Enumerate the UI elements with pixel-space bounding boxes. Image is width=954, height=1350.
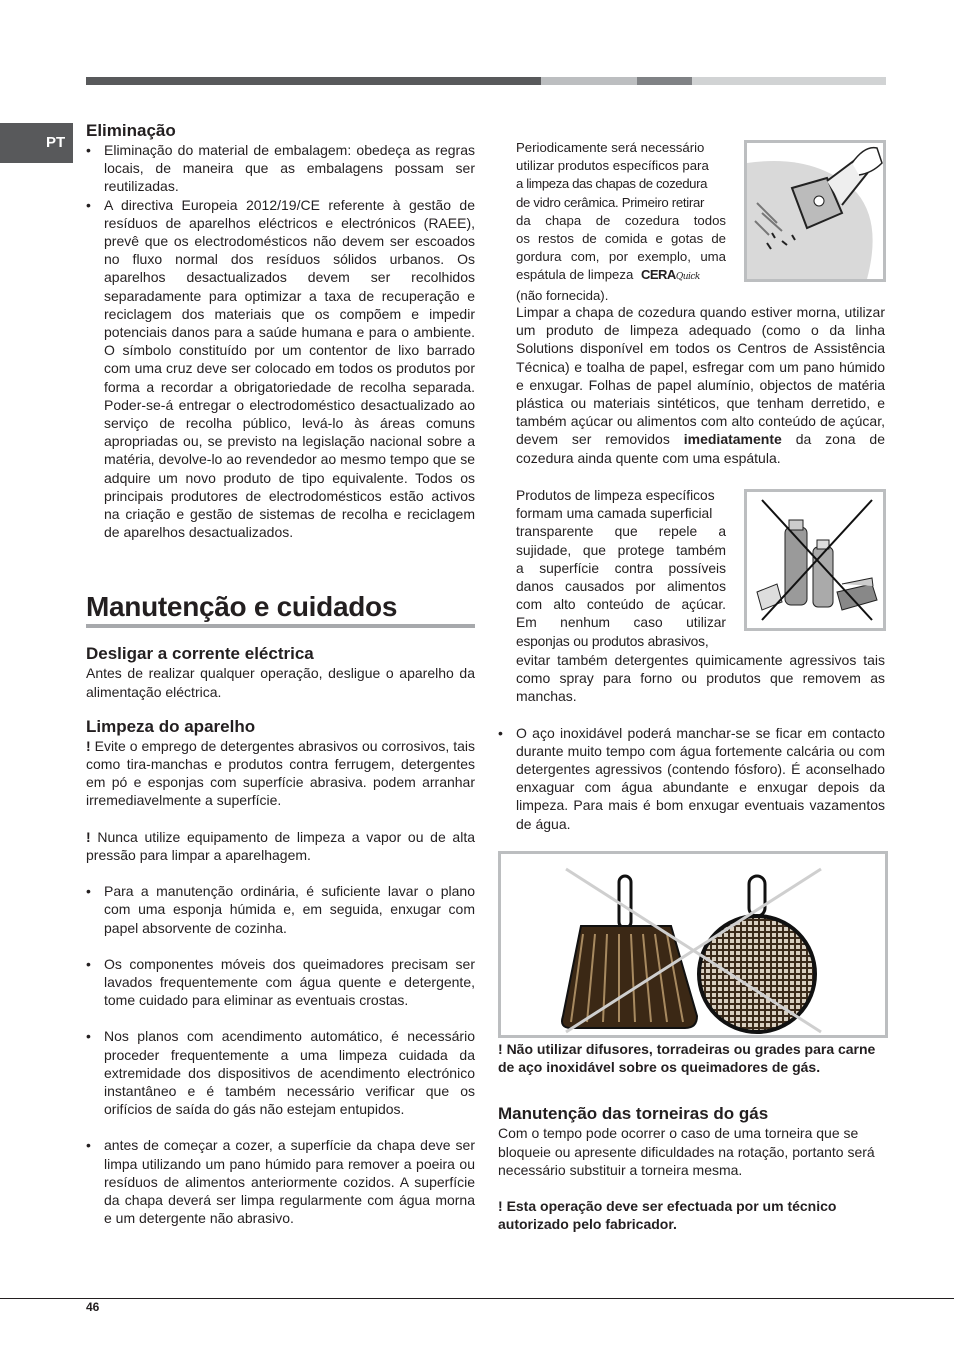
crossed-products-icon: [747, 492, 883, 628]
text-line: Periodicamente será necessário: [516, 140, 705, 155]
scraper-icon: [747, 143, 883, 279]
bullet: •: [86, 1028, 91, 1045]
right-para3: [516, 487, 726, 651]
section-title-desligar: Desligar a corrente eléctrica: [86, 644, 314, 664]
list-item: [86, 1136, 475, 1227]
warning-icon: !: [86, 737, 91, 754]
bold-word: imediatamente: [683, 431, 782, 448]
list-item-text: A directiva Europeia 2012/19/CE referente à gestão de resíduos de aparelhos eléctricos e electrónicos (RAEE), prevê que os electrodomésticos não devem ser escoados no fluxo normal dos resíduos sólidos urbanos. Os aparelhos desactualizados devem ser recolhidos separadamente para optimizar a taxa de recuperação e reciclagem dos materiais que os compõem e impedir potenciais danos para a saúde humana e para o ambiente. O símbolo constituído por um contentor de lixo barrado com uma cruz deve ser colocado em todos os produtos por forma a recordar a obrigatoriedade de recolha separada. Poder-se-á entregar o electrodoméstico desactualizado ao serviço de recolha público, levá-lo às áreas comuns apropriadas ou, se previsto na legislação nacional sobre a matéria, devolve-lo ao revendedor ao mesmo tempo que se adquire um novo produto de tipo equivalente. Todos os principais produtores de electrodomésticos estão activos na criação e gestão de sistemas de recolha e reciclagem de aparelhos desactualizados.: [104, 196, 475, 541]
crossed-grill-icon: [501, 854, 885, 1035]
list-item: [86, 141, 475, 196]
warning-paragraph: [498, 1040, 885, 1076]
list-item-text: Nos planos com acendimento automático, é necessário proceder frequentemente a uma limpeza cuidada da extremidade dos dispositivos de acendimento electrónico instantâneo e é também necessário verificar que os orifícios de saída do gás não estejam entupidos.: [104, 1028, 475, 1118]
left-column: [86, 121, 475, 1227]
text-line: gordura com, por exemplo, uma: [516, 249, 726, 265]
header-bar-mid: [637, 77, 692, 85]
text-line: com alto conteúdo de açúcar.: [516, 597, 726, 613]
list-item: [86, 196, 475, 542]
text-line: Produtos de limpeza específicos: [516, 488, 715, 503]
paragraph: evitar também detergentes quimicamente agressivos tais como spray para forno ou produtos que removem as manchas.: [516, 652, 885, 705]
bullet: •: [86, 142, 91, 158]
text-line: (não fornecida).: [516, 287, 609, 303]
list-item-text: Os componentes móveis dos queimadores precisam ser lavados frequentemente com água quente e detergente, tome cuidado para eliminar as eventuais crostas.: [104, 955, 475, 1009]
warning-text: Esta operação deve ser efectuada por um técnico autorizado pelo fabricador.: [498, 1198, 837, 1233]
cera-logo: [641, 267, 700, 282]
bullet: •: [86, 1137, 91, 1154]
header-bar-pale: [692, 77, 886, 85]
right-bottom: [498, 1040, 885, 1233]
section-title-eliminacao: Eliminação: [86, 121, 176, 140]
list-item-text: antes de começar a cozer, a superfície da chapa deve ser limpa utilizando um pano húmido para remover a poeira ou resíduos de alimentos anteriormente cozidos. A superfície da chapa deverá ser limpa regularmente com água morna e um detergente não abrasivo.: [104, 1137, 475, 1227]
list-item: [86, 882, 475, 937]
right-top-text: [516, 139, 726, 305]
language-tab-label: PT: [46, 134, 66, 151]
text-line: a superfície contra possíveis: [516, 560, 726, 576]
elimination-list: [86, 141, 475, 541]
warning-text: Evite o emprego de detergentes abrasivos ou corrosivos, tais como tira-manchas e produtos contra ferrugem, detergentes em pó e esponjas com superfície abrasiva. podem arranhar irremediavelmente a superfície.: [86, 737, 475, 809]
scraper-illustration: [744, 140, 886, 282]
list-item-text: Eliminação do material de embalagem: obedeça as regras locais, de maneira que as embalagens possam ser reutilizadas.: [104, 142, 475, 195]
page-title: Manutenção e cuidados: [86, 591, 398, 623]
inox-list: [498, 724, 885, 833]
text-line: os restos de comida e gotas de: [516, 231, 726, 247]
list-item: [86, 955, 475, 1010]
warning-icon: !: [498, 1198, 503, 1215]
warning-paragraph: [498, 1197, 885, 1233]
cera-logo-script: Quick: [675, 272, 700, 283]
text-line: utilizar produtos específicos para: [516, 158, 709, 174]
text-line: a limpeza das chapas de cozedura: [516, 176, 708, 192]
warning-text: Nunca utilize equipamento de limpeza a vapor ou de alta pressão para limpar a aparelhagem.: [86, 828, 476, 863]
list-item: [86, 1027, 475, 1118]
list-item-text: Para a manutenção ordinária, é suficiente lavar o plano com uma esponja húmida e, em seguida, enxugar com papel absorvente de cozinha.: [104, 883, 475, 936]
text-line: danos causados por alimentos: [516, 579, 726, 595]
bullet: •: [86, 883, 91, 900]
cleaning-products-illustration: [744, 489, 886, 631]
paragraph-text: da zona de cozedura ainda quente com uma espátula.: [516, 431, 886, 466]
desligar-text: Antes de realizar qualquer operação, desligue o aparelho da alimentação eléctrica.: [86, 665, 475, 700]
header-bar-dark: [86, 77, 541, 85]
warning-paragraph: [86, 737, 475, 810]
text-line: da chapa de cozedura todos: [516, 212, 726, 228]
section-title-torneiras: Manutenção das torneiras do gás: [498, 1104, 769, 1124]
text-line: transparente que repele a: [516, 524, 726, 540]
bullet: •: [86, 955, 91, 972]
right-para3-end: [498, 651, 885, 833]
text-line: espátula de limpeza: [516, 267, 634, 283]
warning-icon: !: [86, 828, 91, 845]
warning-icon: !: [498, 1041, 503, 1057]
cera-logo-text: CERA: [640, 267, 676, 283]
text-line-with-logo: [516, 266, 726, 286]
paragraph: [516, 303, 885, 467]
header-bar-light: [541, 77, 637, 85]
text-line: Em nenhum caso utilizar: [516, 615, 726, 631]
footer-rule: [0, 1298, 954, 1299]
bullet: •: [498, 724, 503, 741]
text-line: esponjas ou produtos abrasivos,: [516, 633, 709, 649]
maintenance-list: [86, 882, 475, 1227]
torneiras-text: Com o tempo pode ocorrer o caso de uma torneira que se bloqueie ou apresente dificuldades na rotação, portanto será necessário substituir a torneira mesma.: [498, 1125, 875, 1178]
text-line: de vidro cerâmica. Primeiro retirar: [516, 194, 705, 210]
text-line: sujidade, que protege também: [516, 542, 726, 558]
paragraph-text: Limpar a chapa de cozedura quando estiver morna, utilizar um produto de limpeza adequado (como o da linha Solutions disponível em todos os Centros de Assistência Técnica) e toalha de papel, esfregar com um pano húmido e enxugar. Folhas de papel alumínio, objectos de matéria plástica ou materiais sintéticos, que tenham derretido, e também açúcar ou alimentos com alto conteúdo de açúcar, devem ser removidos: [516, 304, 885, 448]
list-item-text: O aço inoxidável poderá manchar-se se ficar em contacto durante muito tempo com água fortemente calcária ou com detergentes agressivos (contendo fósforo). É aconselhado enxaguar com água abundante e enxugar depois da limpeza. Para mais é bom enxugar eventuais vazamentos de água.: [516, 724, 885, 832]
page-number: 46: [86, 1300, 100, 1314]
language-tab: [0, 123, 73, 163]
bullet: •: [86, 196, 91, 213]
section-title-limpeza: Limpeza do aparelho: [86, 716, 256, 736]
text-line: formam uma camada superficial: [516, 506, 713, 522]
list-item: [498, 724, 885, 833]
warning-paragraph: [86, 828, 475, 864]
grill-plates-illustration: [498, 851, 888, 1038]
warning-text: Não utilizar difusores, torradeiras ou grades para carne de aço inoxidável sobre os queimadores de gás.: [498, 1041, 876, 1076]
right-para2: [516, 303, 885, 467]
